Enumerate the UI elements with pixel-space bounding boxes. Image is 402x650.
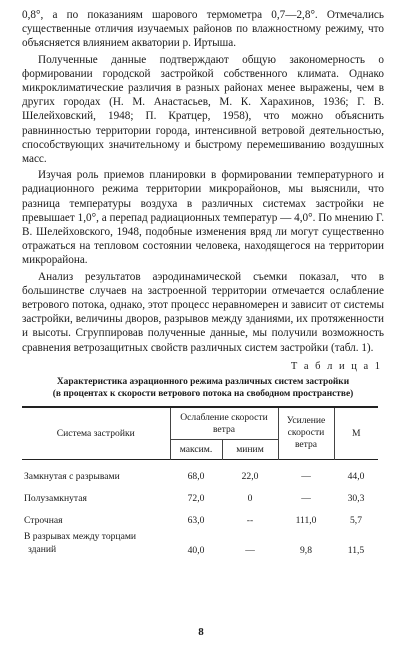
- row-m: 5,7: [350, 514, 362, 526]
- row-m: 44,0: [347, 470, 365, 482]
- paragraph-2: Полученные данные подтверждают общую закономерность о формировании городской застройкой собственного климата. Однако микроклиматические различия в разных районах менее выражены, чем в других городах (Н. М. Анастасьев, М. К. Харахинов, 1936; Г. В. Шелейховский, 1948; П. Кратцер, 1958), что можно объяснить равнинностью территории города, интенсивной ветровой деятельностью, способствующих значительному и быстрому перемешиванию воздушных масс.: [22, 53, 384, 166]
- row-strength: —: [301, 470, 311, 482]
- row-name-line-1: В разрывах между торцами: [24, 530, 137, 542]
- row-strength: 9,8: [300, 544, 312, 556]
- header-m: М: [334, 407, 378, 460]
- row-strength: —: [301, 492, 311, 504]
- row-min: --: [246, 514, 254, 526]
- header-system: Система застройки: [56, 427, 135, 439]
- row-name: Строчная: [24, 514, 63, 526]
- header-min: миним: [222, 439, 278, 459]
- row-min: —: [245, 544, 255, 556]
- table-caption: [22, 376, 384, 400]
- row-name-line-2: зданий: [28, 543, 57, 555]
- table-row: [22, 482, 378, 504]
- row-max: 72,0: [187, 492, 205, 504]
- paragraph-4: Анализ результатов аэродинамической съемки показал, что в большинстве случаев на застроенной территории отмечается ослабление ветрового потока, однако, этот процесс неравномерен и зависит от системы застройки, величины дворов, разрывов между зданиями, их протяженности и высоты. Сгруппировав полученные данные, мы получили возможность сравнения ветрозащитных свойств различных систем застройки (табл. 1).: [22, 270, 384, 354]
- table-row: [22, 504, 378, 526]
- table-label: Т а б л и ц а 1: [290, 360, 382, 372]
- header-max: максим.: [170, 439, 222, 459]
- row-name: Полузамкнутая: [24, 492, 87, 504]
- row-max: 68,0: [187, 470, 205, 482]
- paragraph-1: 0,8°, а по показаниям шарового термометра 0,7—2,8°. Отмечались существенные отличия изучаемых районов по влажностному режиму, что объясняется влиянием акватории р. Иртыша.: [22, 9, 384, 50]
- table-row: [22, 526, 378, 556]
- row-name: [22, 526, 170, 556]
- header-strengthening: Усиление скорости ветра: [278, 407, 334, 460]
- header-weakening: Ослабление скорости ветра: [170, 407, 278, 440]
- paragraph-3: Изучая роль приемов планировки в формировании температурного и радиационного режима территории микрорайонов, мы выяснили, что разница температуры воздуха в различных системах застройки не превышает 1,0°, а перепад радиационных температур — 4,0°. По мнению Г. В. Шелейховского, 1948, подобные изменения вряд ли могут существенно отражаться на тепловом состоянии человека, находящегося на территории микрорайона.: [22, 169, 384, 267]
- row-m: 11,5: [347, 544, 365, 556]
- row-max: 40,0: [187, 544, 205, 556]
- table-row: [22, 459, 378, 482]
- row-name: Замкнутая с разрывами: [24, 470, 120, 482]
- table-caption-line-2: (в процентах к скорости ветрового потока на свободном пространстве): [52, 388, 354, 399]
- row-m: 30,3: [347, 492, 365, 504]
- table-caption-line-1: Характеристика аэрационного режима различных систем застройки: [56, 376, 350, 387]
- page-number: 8: [198, 626, 204, 638]
- row-min: 22,0: [241, 470, 259, 482]
- row-max: 63,0: [187, 514, 205, 526]
- row-strength: 111,0: [295, 514, 317, 526]
- row-min: 0: [247, 492, 253, 504]
- aeration-table: [22, 406, 378, 556]
